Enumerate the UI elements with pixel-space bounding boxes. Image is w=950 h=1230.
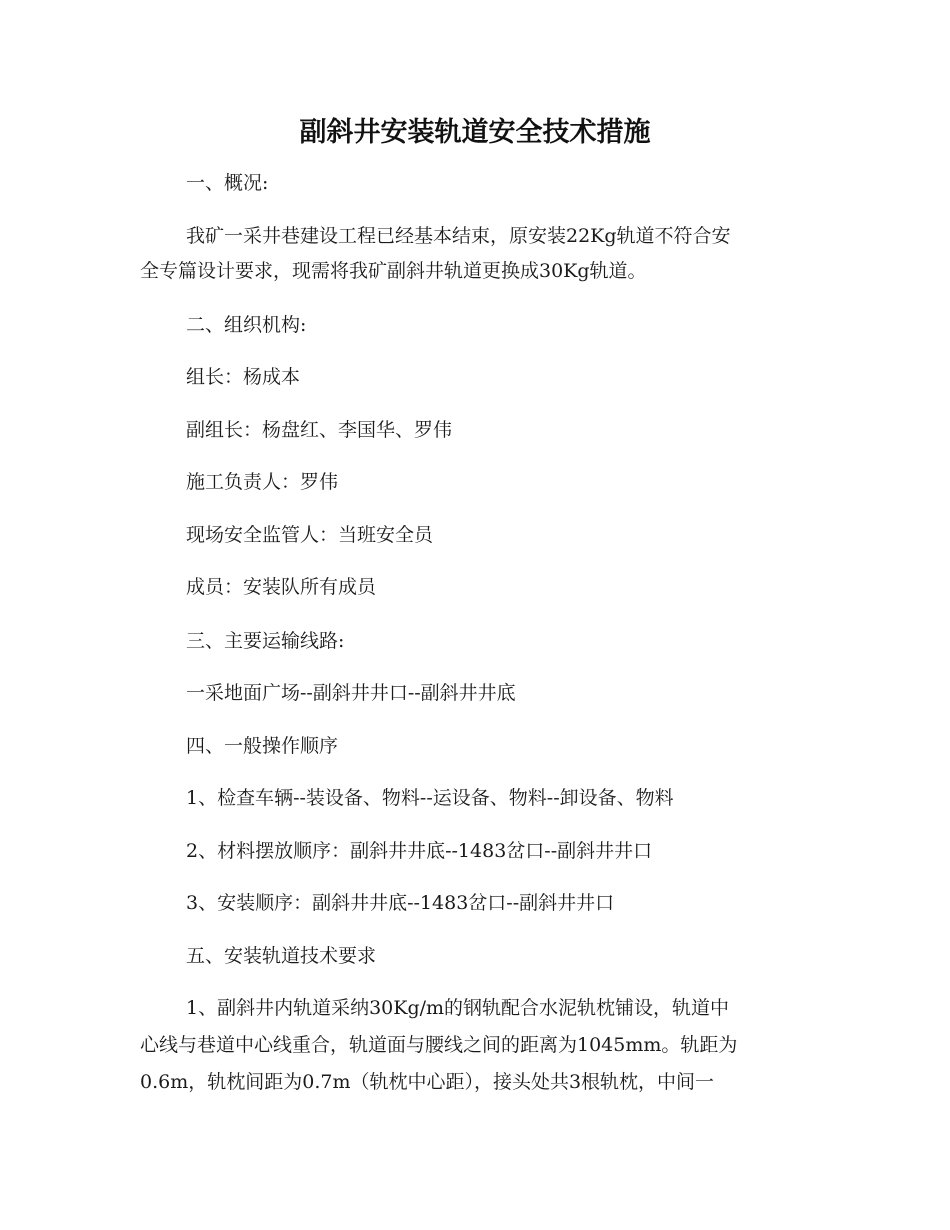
list-item: 1、检查车辆--装设备、物料--运设备、物料--卸设备、物料 <box>186 787 674 809</box>
paragraph-line: 心线与巷道中心线重合，轨道面与腰线之间的距离为1045mm。轨距为 <box>140 1034 738 1056</box>
document-title: 副斜井安装轨道安全技术措施 <box>299 117 651 148</box>
paragraph-line: 1、副斜井内轨道采纳30Kg/m的钢轨配合水泥轨枕铺设，轨道中 <box>186 997 730 1019</box>
section-heading-overview: 一、概况: <box>186 172 269 194</box>
paragraph-line: 我矿一采井巷建设工程已经基本结束，原安装22Kg轨道不符合安 <box>186 225 731 247</box>
list-item: 3、安装顺序：副斜井井底--1483岔口--副斜井井口 <box>186 892 615 914</box>
section-heading-transport-route: 三、主要运输线路: <box>186 630 345 652</box>
paragraph-line: 全专篇设计要求，现需将我矿副斜井轨道更换成30Kg轨道。 <box>140 260 647 282</box>
paragraph-line: 现场安全监管人：当班安全员 <box>186 524 434 546</box>
section-heading-technical-requirements: 五、安装轨道技术要求 <box>186 945 377 967</box>
paragraph-line: 组长：杨成本 <box>186 366 301 388</box>
list-item: 2、材料摆放顺序：副斜井井底--1483岔口--副斜井井口 <box>186 840 653 862</box>
paragraph-line: 施工负责人：罗伟 <box>186 471 339 493</box>
paragraph-line: 副组长：杨盘红、李国华、罗伟 <box>186 419 453 441</box>
paragraph-line: 成员：安装队所有成员 <box>186 576 377 598</box>
paragraph-line: 0.6m，轨枕间距为0.7m（轨枕中心距），接头处共3根轨枕，中间一 <box>140 1071 715 1093</box>
paragraph-line: 一采地面广场--副斜井井口--副斜井井底 <box>186 682 516 704</box>
section-heading-operation-order: 四、一般操作顺序 <box>186 735 339 757</box>
section-heading-organization: 二、组织机构: <box>186 314 307 336</box>
